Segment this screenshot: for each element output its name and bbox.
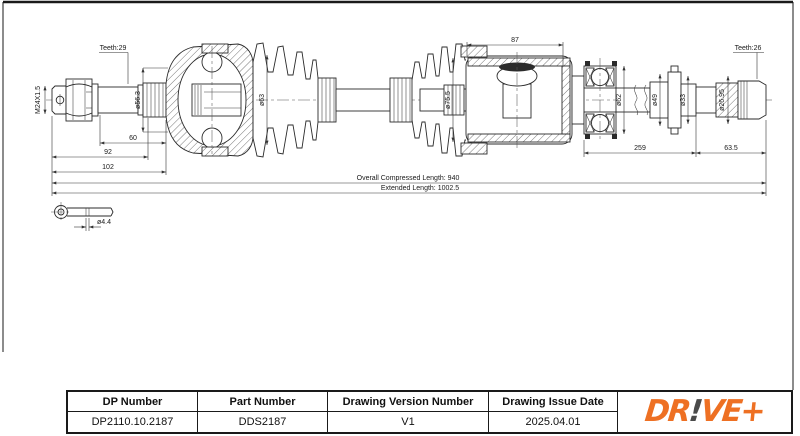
label-teeth-26: Teeth:26 xyxy=(734,45,762,52)
dim-63-5: 63.5 xyxy=(724,145,738,152)
left-stub-thread-nut xyxy=(52,79,166,121)
tripod-joint-housing xyxy=(420,46,572,154)
logo-exclamation: ! xyxy=(687,394,703,429)
value-drawing-version: V1 xyxy=(328,412,489,432)
interconnecting-shaft xyxy=(336,89,390,111)
outer-cv-joint xyxy=(166,44,253,156)
header-part-number: Part Number xyxy=(198,392,328,412)
drivet-logo xyxy=(643,394,766,429)
value-part-number: DDS2187 xyxy=(198,412,328,432)
cotter-pin-detail xyxy=(51,202,113,231)
value-dp-number: DP2110.10.2187 xyxy=(68,412,198,432)
header-drawing-version: Drawing Version Number xyxy=(328,392,489,412)
dim-92: 92 xyxy=(104,149,112,156)
dim-pin-diameter: ø4.4 xyxy=(97,219,112,226)
right-stub-shaft xyxy=(616,66,766,134)
logo-cell xyxy=(618,392,791,432)
dim-dia-26-95: ø26.95 xyxy=(718,89,726,111)
dim-dia-33: ø33 xyxy=(679,93,687,107)
dim-dia-63: ø63 xyxy=(258,93,266,107)
logo-text-dr: DR xyxy=(643,394,692,429)
dim-thread: M24X1.5 xyxy=(34,85,42,115)
dim-259: 259 xyxy=(634,145,646,152)
title-block-table xyxy=(66,390,793,434)
sheet-frame xyxy=(3,2,793,390)
header-issue-date: Drawing Issue Date xyxy=(489,392,618,412)
logo-plus: + xyxy=(738,394,766,429)
dim-87: 87 xyxy=(511,37,519,44)
dim-dia-62: ø62 xyxy=(615,93,623,107)
header-dp-number: DP Number xyxy=(68,392,198,412)
dim-dia-56-3: ø56.3 xyxy=(134,91,142,109)
value-issue-date: 2025.04.01 xyxy=(489,412,618,432)
logo-text-ve: VE xyxy=(699,394,743,429)
dim-dia-49: ø49 xyxy=(651,93,659,107)
dim-overall-compressed-length: Overall Compressed Length: 940 xyxy=(356,175,460,182)
dim-102: 102 xyxy=(102,164,114,171)
dim-dia-75-5: ø75.5 xyxy=(444,91,452,109)
dim-extended-length: Extended Length: 1002.5 xyxy=(380,185,460,192)
label-teeth-29: Teeth:29 xyxy=(99,45,127,52)
dim-60: 60 xyxy=(129,135,137,142)
